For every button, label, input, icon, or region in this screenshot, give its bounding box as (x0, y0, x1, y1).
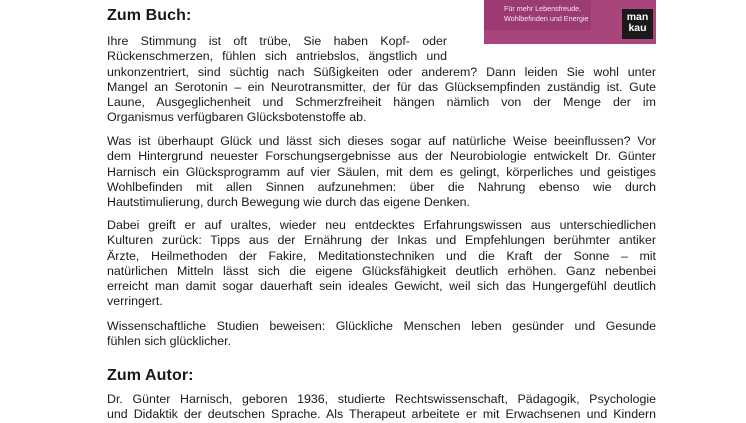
text-line: Ihre Stimmung ist oft trübe, Sie haben Kopf- oder (107, 34, 447, 48)
text-line: erreicht man damit sogar dauerhaft sein ideales Gewicht, weil sich das Hungergefühl deutlich (107, 279, 656, 294)
text-line: Ärzte, Heilmethoden der Fakire, Meditationstechniken und die Kraft der Sonne – mit (107, 248, 656, 263)
author-paragraph (107, 392, 656, 423)
book-paragraph-4 (107, 319, 656, 350)
text-line: Wissenschaftliche Studien beweisen: Glückliche Menschen leben gesünder und Gesunde (107, 319, 656, 333)
logo-text: man (626, 11, 649, 23)
text-line: Dabei greift er auf uraltes, wieder neu entdecktes Erfahrungswissen aus unterschiedlichen (107, 218, 656, 232)
text-line: Was ist überhaupt Glück und lässt sich dieses sogar auf natürliche Weise beeinflussen? Vor (107, 134, 656, 148)
author-heading: Zum Autor: (107, 367, 194, 384)
book-heading: Zum Buch: (107, 7, 192, 24)
text-line: und Didaktik der deutschen Sprache. Als Therapeut arbeitete er mit Erwachsenen und Kindern (107, 407, 656, 422)
text-line: Laune, Ausgeglichenheit und Schmerzfreiheit hängen nämlich von der Menge der im (107, 95, 656, 110)
cover-tagline-line: Für mehr Lebensfreude, (504, 4, 582, 13)
text-line: Organismus verfügbaren Glücksbotenstoffe ab. (107, 110, 367, 125)
publisher-logo (619, 6, 656, 44)
text-line: unkonzentriert, sind süchtig nach Süßigkeiten oder anderem? Dann leiden Sie wohl unter (107, 64, 656, 79)
text-line: dem Hintergrund neuester Forschungsergebnisse aus der Neurobiologie entwickelt Dr. Günter (107, 149, 656, 164)
text-line: Dr. Günter Harnisch, geboren 1936, studierte Rechtswissenschaft, Pädagogik, Psychologie (107, 392, 656, 406)
book-paragraph-1 (107, 34, 447, 65)
text-line: Mangel an Serotonin – ein Neurotransmitter, der für das Glücksempfinden zuständig ist. Gute (107, 79, 656, 94)
logo-text: kau (628, 22, 647, 34)
text-line: natürlichen Mitteln lässt sich die eigene Glücksfähigkeit deutlich erhöhen. Ganz nebenbei (107, 263, 656, 278)
text-line: fühlen sich glücklicher. (107, 334, 231, 349)
book-paragraph-2 (107, 134, 656, 210)
text-line: Hautstimulierung, durch Bewegung wie durch das eigene Denken. (107, 195, 470, 210)
text-line: Rückenschmerzen, fühlen sich antriebslos, ängstlich und (107, 49, 447, 64)
text-line: Wohlbefinden mit allen Sinnen aufzunehmen: über die Nahrung ebenso wie durch (107, 179, 656, 194)
text-line: Kulturen zurück: Tipps aus der Ernährung der Inkas und Empfehlungen berühmter antiker (107, 233, 656, 248)
book-paragraph-3 (107, 218, 656, 310)
book-paragraph-1-cont (107, 65, 656, 126)
text-line: Harnisch ein Glücksprogramm auf vier Säulen, mit dem es gelingt, körperliches und geistiges (107, 164, 656, 179)
cover-tagline-line: Wohlbefinden und Energie (504, 13, 589, 23)
cover-tagline (504, 4, 622, 24)
text-line: verringert. (107, 294, 163, 309)
